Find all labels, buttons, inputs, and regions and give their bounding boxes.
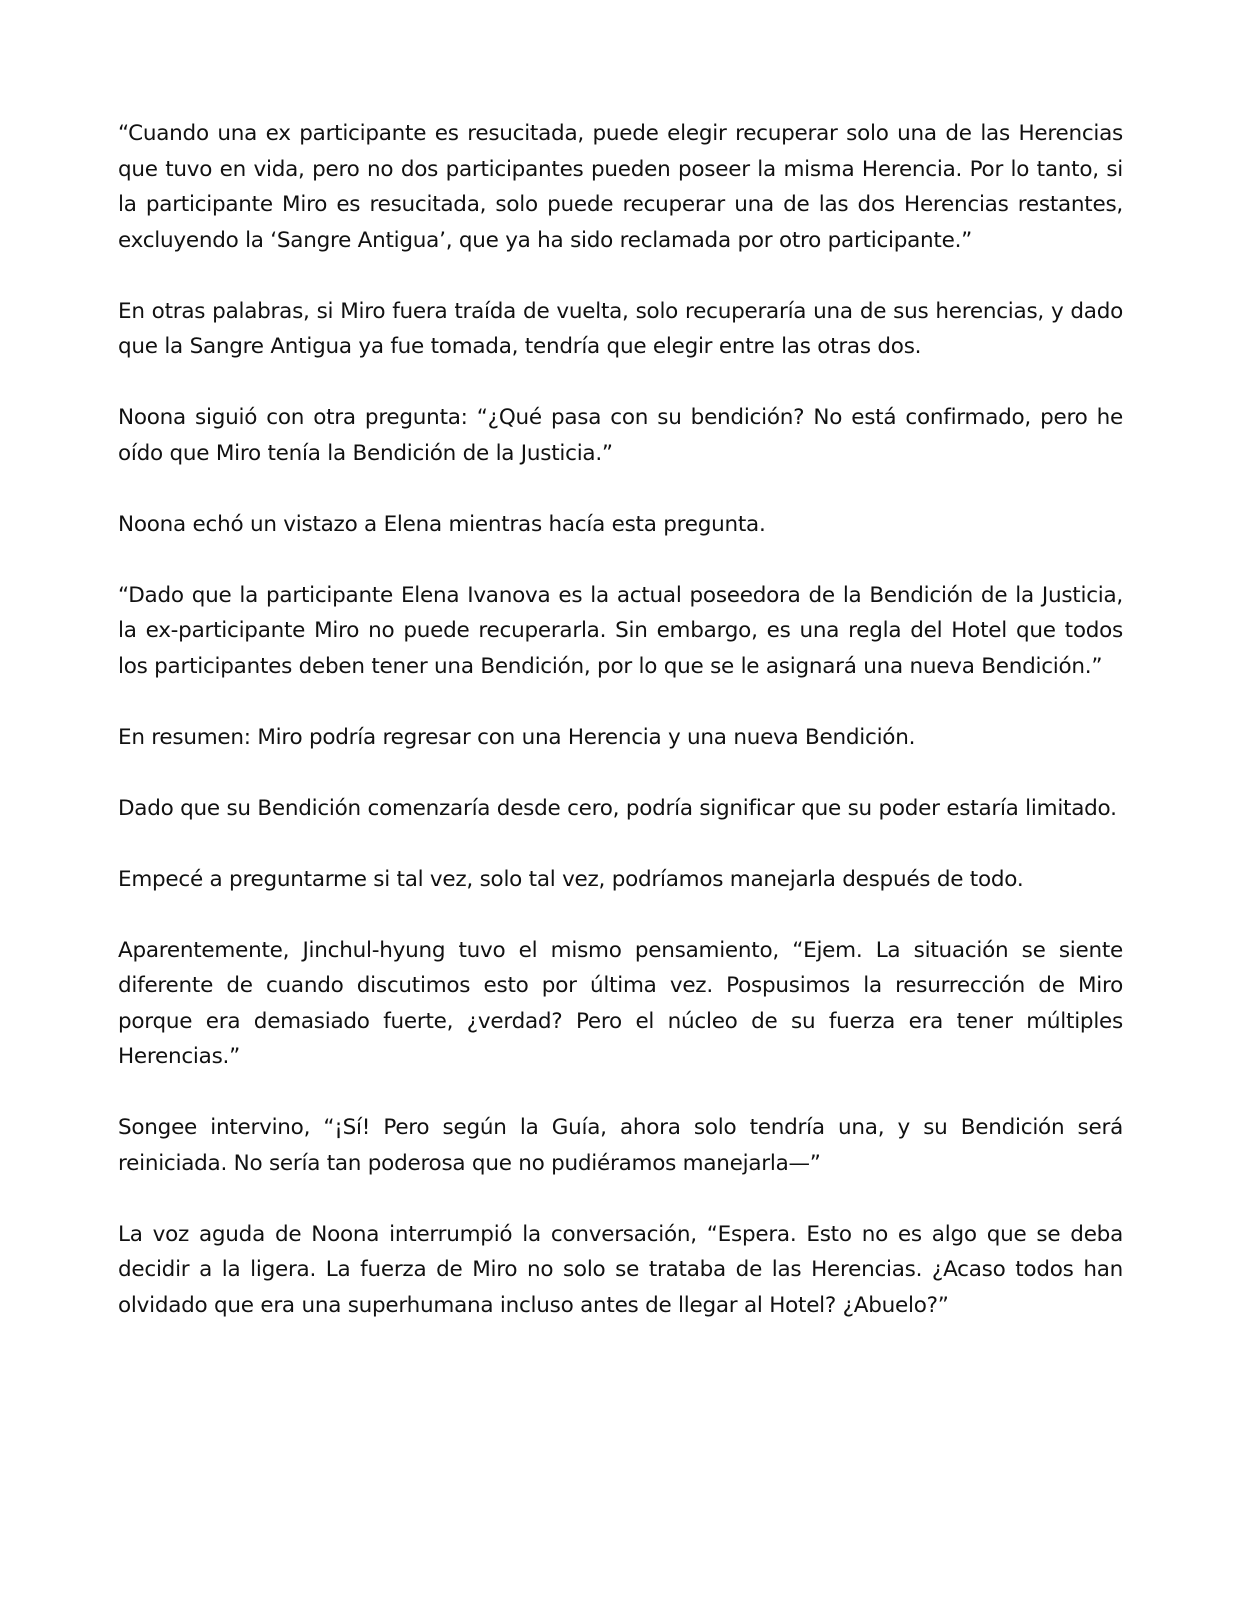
paragraph-1: “Cuando una ex participante es resucitada, puede elegir recuperar solo una de las Herencias que tuvo en vida, pero no dos participantes pueden poseer la misma Herencia. Por lo tanto, si la participante Miro es resucitada, solo puede recuperar una de las dos Herencias restantes, excluyendo la ‘Sangre Antigua’, que ya ha sido reclamada por otro participante.”: [118, 121, 1123, 253]
paragraph-2: En otras palabras, si Miro fuera traída de vuelta, solo recuperaría una de sus herencias, y dado que la Sangre Antigua ya fue tomada, tendría que elegir entre las otras dos.: [118, 298, 1123, 359]
paragraph-6: En resumen: Miro podría regresar con una Herencia y una nueva Bendición.: [118, 724, 916, 750]
paragraph-3: Noona siguió con otra pregunta: “¿Qué pasa con su bendición? No está confirmado, pero he oído que Miro tenía la Bendición de la Justicia.”: [118, 405, 1123, 466]
document-body: [118, 116, 1123, 1323]
paragraph-5: “Dado que la participante Elena Ivanova es la actual poseedora de la Bendición de la Justicia, la ex-participante Miro no puede recuperarla. Sin embargo, es una regla del Hotel que todos los participantes deben tener una Bendición, por lo que se le asignará una nueva Bendición.”: [118, 582, 1123, 679]
paragraph-11: La voz aguda de Noona interrumpió la conversación, “Espera. Esto no es algo que se deba decidir a la ligera. La fuerza de Miro no solo se trataba de las Herencias. ¿Acaso todos han olvidado que era una superhumana incluso antes de llegar al Hotel? ¿Abuelo?”: [118, 1221, 1123, 1318]
paragraph-8: Empecé a preguntarme si tal vez, solo tal vez, podríamos manejarla después de todo.: [118, 866, 1024, 892]
paragraph-4: Noona echó un vistazo a Elena mientras hacía esta pregunta.: [118, 511, 766, 537]
paragraph-7: Dado que su Bendición comenzaría desde cero, podría significar que su poder estaría limitado.: [118, 795, 1117, 821]
paragraph-9: Aparentemente, Jinchul-hyung tuvo el mismo pensamiento, “Ejem. La situación se siente diferente de cuando discutimos esto por última vez. Pospusimos la resurrección de Miro porque era demasiado fuerte, ¿verdad? Pero el núcleo de su fuerza era tener múltiples Herencias.”: [118, 937, 1123, 1069]
paragraph-10: Songee intervino, “¡Sí! Pero según la Guía, ahora solo tendría una, y su Bendición será reiniciada. No sería tan poderosa que no pudiéramos manejarla—”: [118, 1115, 1123, 1176]
